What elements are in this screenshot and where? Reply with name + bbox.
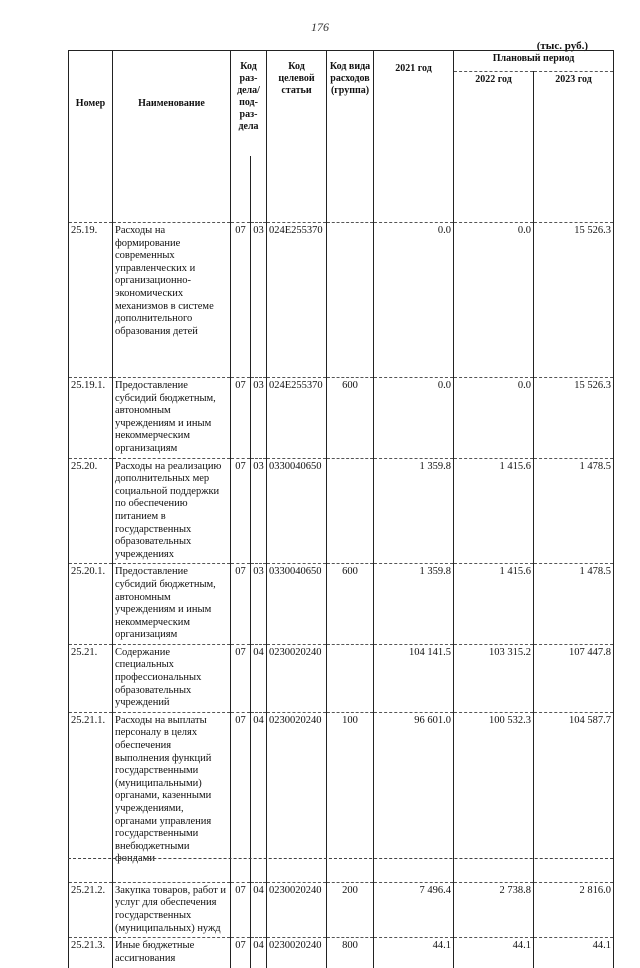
table-row: [69, 564, 614, 645]
row-amount-2022: 0.0: [454, 378, 534, 459]
row-subsection-code: 03: [251, 223, 267, 378]
row-amount-2022: 1 415.6: [454, 458, 534, 564]
row-expense-type: [327, 458, 374, 564]
row-expense-type: [327, 644, 374, 712]
row-section-code: 07: [231, 644, 251, 712]
table-row: [69, 223, 614, 378]
row-number: 25.21.: [69, 644, 113, 712]
row-section-code: 07: [231, 712, 251, 882]
header-year-2021: 2021 год: [374, 51, 454, 157]
row-section-code: 07: [231, 458, 251, 564]
row-name: Расходы на формирование современных управленческих и организационно-экономических механизмов в системе дополнительного образования детей: [113, 223, 231, 378]
row-section-code: 07: [231, 938, 251, 968]
row-amount-2021: 44.1: [374, 938, 454, 968]
row-subsection-code: 04: [251, 882, 267, 937]
row-amount-2023: 107 447.8: [534, 644, 614, 712]
row-amount-2022: 100 532.3: [454, 712, 534, 882]
row-number: 25.21.3.: [69, 938, 113, 968]
row-amount-2023: 1 478.5: [534, 564, 614, 645]
row-name: Предоставление субсидий бюджетным, автономным учреждениям и иным некоммерческим организациям: [113, 378, 231, 459]
table-row: [69, 458, 614, 564]
row-target-code: 024E255370: [267, 223, 327, 378]
row-amount-2021: 1 359.8: [374, 564, 454, 645]
row-number: 25.20.: [69, 458, 113, 564]
row-expense-type: 800: [327, 938, 374, 968]
row-expense-type: 200: [327, 882, 374, 937]
row-subsection-code: 03: [251, 458, 267, 564]
table-row: [69, 882, 614, 937]
row-name: Иные бюджетные ассигнования: [113, 938, 231, 968]
row-section-code: 07: [231, 564, 251, 645]
row-name: Расходы на выплаты персоналу в целях обеспечения выполнения функций государственными (муниципальными) органами, казенными учреждениями, органами управления государственными внебюджетными фондами: [113, 712, 231, 882]
row-subsection-code: 04: [251, 712, 267, 882]
table-row: [69, 644, 614, 712]
header-expense-type: Код вида расходов (группа): [327, 51, 374, 157]
row-amount-2021: 0.0: [374, 223, 454, 378]
row-amount-2021: 96 601.0: [374, 712, 454, 882]
row-expense-type: 600: [327, 564, 374, 645]
header-target: Код целевой статьи: [267, 51, 327, 157]
table-row: [69, 938, 614, 968]
row-amount-2023: 104 587.7: [534, 712, 614, 882]
header-year-2022: 2022 год: [454, 72, 534, 157]
row-subsection-code: 03: [251, 564, 267, 645]
row-amount-2022: 0.0: [454, 223, 534, 378]
row-number: 25.21.1.: [69, 712, 113, 882]
row-expense-type: 600: [327, 378, 374, 459]
row-target-code: 0230020240: [267, 644, 327, 712]
bottom-dashed-line: [68, 858, 613, 859]
row-amount-2022: 2 738.8: [454, 882, 534, 937]
row-amount-2023: 44.1: [534, 938, 614, 968]
row-amount-2021: 0.0: [374, 378, 454, 459]
row-target-code: 0330040650: [267, 458, 327, 564]
row-expense-type: [327, 223, 374, 378]
units-label: (тыс. руб.): [536, 40, 588, 52]
row-subsection-code: 04: [251, 938, 267, 968]
header-gap: [69, 156, 614, 223]
row-number: 25.21.2.: [69, 882, 113, 937]
row-subsection-code: 04: [251, 644, 267, 712]
row-amount-2022: 103 315.2: [454, 644, 534, 712]
row-target-code: 0230020240: [267, 712, 327, 882]
row-amount-2021: 1 359.8: [374, 458, 454, 564]
row-amount-2023: 2 816.0: [534, 882, 614, 937]
row-name: Содержание специальных профессиональных образовательных учреждений: [113, 644, 231, 712]
row-subsection-code: 03: [251, 378, 267, 459]
budget-table: [68, 50, 614, 968]
row-amount-2022: 1 415.6: [454, 564, 534, 645]
row-target-code: 0230020240: [267, 938, 327, 968]
row-number: 25.19.: [69, 223, 113, 378]
row-amount-2021: 7 496.4: [374, 882, 454, 937]
header-planned-period: Плановый период: [454, 51, 614, 72]
header-number: Номер: [69, 51, 113, 157]
header-year-2023: 2023 год: [534, 72, 614, 157]
row-name: Предоставление субсидий бюджетным, автономным учреждениям и иным некоммерческим организациям: [113, 564, 231, 645]
row-number: 25.20.1.: [69, 564, 113, 645]
row-name: Расходы на реализацию дополнительных мер социальной поддержки по обеспечению питанием в государственных образовательных учреждениях: [113, 458, 231, 564]
row-amount-2022: 44.1: [454, 938, 534, 968]
row-section-code: 07: [231, 223, 251, 378]
row-expense-type: 100: [327, 712, 374, 882]
header-section: Код раз-дела/ под-раз-дела: [231, 51, 267, 157]
page-number: 176: [311, 20, 329, 34]
row-target-code: 024E255370: [267, 378, 327, 459]
row-amount-2021: 104 141.5: [374, 644, 454, 712]
row-amount-2023: 15 526.3: [534, 378, 614, 459]
row-section-code: 07: [231, 378, 251, 459]
table-row: [69, 378, 614, 459]
row-amount-2023: 1 478.5: [534, 458, 614, 564]
row-target-code: 0230020240: [267, 882, 327, 937]
row-section-code: 07: [231, 882, 251, 937]
header-name: Наименование: [113, 51, 231, 157]
row-amount-2023: 15 526.3: [534, 223, 614, 378]
row-target-code: 0330040650: [267, 564, 327, 645]
row-number: 25.19.1.: [69, 378, 113, 459]
table-row: [69, 712, 614, 882]
row-name: Закупка товаров, работ и услуг для обеспечения государственных (муниципальных) нужд: [113, 882, 231, 937]
